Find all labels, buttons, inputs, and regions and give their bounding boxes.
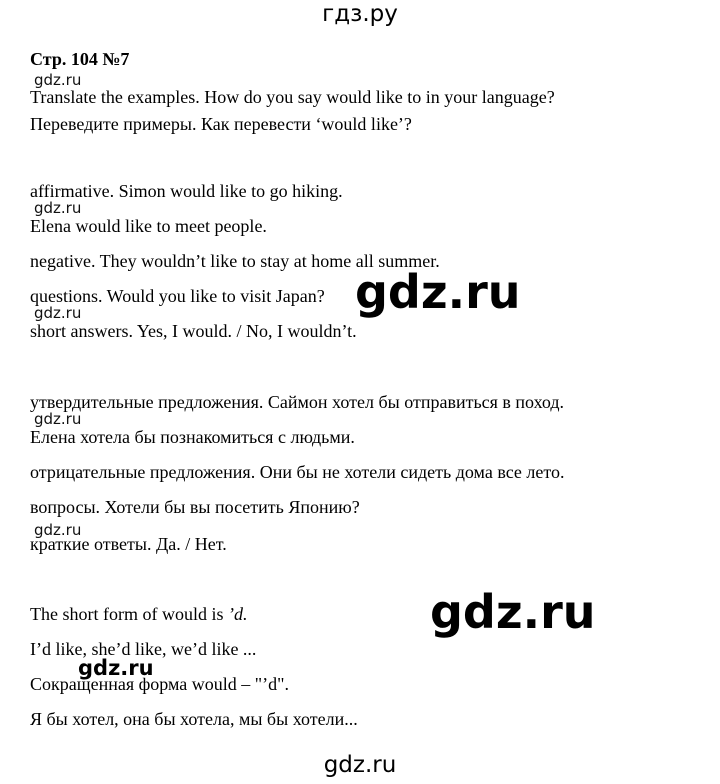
task-english: Translate the examples. How do you say would like to in your language? <box>30 87 555 107</box>
affirmative-translation-1: утвердительные предложения. Саймон хотел бы отправиться в поход. <box>30 392 565 412</box>
site-header: гдз.ру <box>322 1 398 27</box>
question-translation: вопросы. Хотели бы вы посетить Японию? <box>30 497 360 517</box>
short-answers-example: short answers. Yes, I would. / No, I wouldn’t. <box>30 321 357 341</box>
affirmative-example-1: affirmative. Simon would like to go hiking. <box>30 181 343 201</box>
watermark: gdz.ru <box>78 656 154 680</box>
short-form-prefix: The short form of would is <box>30 604 228 624</box>
task-russian: Переведите примеры. Как перевести ‘would like’? <box>30 114 412 134</box>
short-form-examples: I’d like, she’d like, we’d like ... <box>30 639 257 659</box>
short-form-translation: Сокращенная форма would – "’d". <box>30 674 289 694</box>
affirmative-example-2: Elena would like to meet people. <box>30 216 267 236</box>
negative-translation: отрицательные предложения. Они бы не хотели сидеть дома все лето. <box>30 462 565 482</box>
watermark: gdz.ru <box>34 304 82 322</box>
watermark: gdz.ru <box>430 585 596 639</box>
site-footer: gdz.ru <box>323 752 397 778</box>
watermark: gdz.ru <box>34 199 82 217</box>
watermark: gdz.ru <box>355 265 521 319</box>
watermark: gdz.ru <box>34 71 82 89</box>
short-form-value: ’d. <box>227 604 248 624</box>
negative-example: negative. They wouldn’t like to stay at home all summer. <box>30 251 440 271</box>
short-form-examples-translation: Я бы хотел, она бы хотела, мы бы хотели... <box>30 709 358 729</box>
watermark: gdz.ru <box>34 410 82 428</box>
question-example: questions. Would you like to visit Japan? <box>30 286 325 306</box>
page-title: Стр. 104 №7 <box>30 49 130 69</box>
short-answers-translation: краткие ответы. Да. / Нет. <box>30 534 227 554</box>
watermark: gdz.ru <box>34 521 82 539</box>
affirmative-translation-2: Елена хотела бы познакомиться с людьми. <box>30 427 355 447</box>
short-form-note <box>30 603 247 625</box>
